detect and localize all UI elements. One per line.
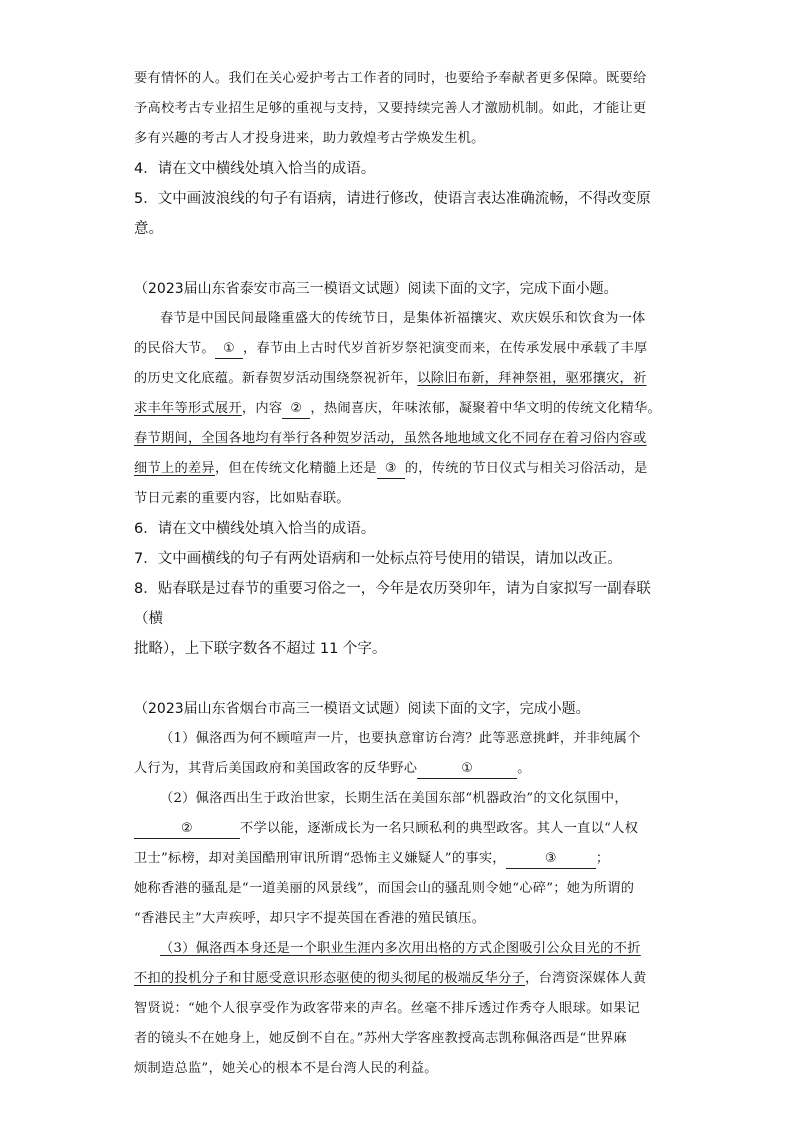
passage-line: 予高校考古专业招生足够的重视与支持，又要持续完善人才激励机制。如此，才能让更 <box>134 101 647 116</box>
question-5: 5．文中画波浪线的句子有语病，请进行修改，使语言表达准确流畅，不得改变原意。 <box>134 191 651 237</box>
question-8: 8．贴春联是过春节的重要习俗之一，今年是农历癸卯年，请为自家拟写一副春联（横 <box>134 581 651 627</box>
underlined-sentence: （3）佩洛西本身还是一个职业生涯内多次用出格的方式企图吸引公众目光的不折 <box>160 941 641 956</box>
underlined-sentence: 以除旧布新，拜神祭祖，驱邪攘灾，祈 <box>417 371 647 386</box>
passage-line: 求丰年等形式展开，内容 ② ，热闹喜庆，年味浓郁，凝聚着中华文明的传统文化精华。 <box>134 394 662 424</box>
passage-line <box>134 424 662 454</box>
passage-line <box>134 934 662 964</box>
blank-2[interactable]: ② <box>134 820 240 839</box>
underlined-sentence: 春节期间，全国各地均有举行各种贺岁活动，虽然各地地域文化不同存在着习俗内容或 <box>134 431 647 446</box>
passage-line: “香港民主”大声疾呼，却只字不提英国在香港的殖民镇压。 <box>134 911 486 926</box>
passage-line: 的民俗大节。 ① ，春节由上古时代岁首祈岁祭祀演变而来，在传承发展中承载了丰厚 <box>134 334 662 364</box>
passage-line: 多有兴趣的考古人才投身进来，助力敦煌考古学焕发生机。 <box>134 131 485 146</box>
passage-line: （1）佩洛西为何不顾喧声一片，也要执意窜访台湾？此等恶意挑衅，并非纯属个 <box>160 731 641 746</box>
question-8-cont: 批略），上下联字数各不超过 11 个字。 <box>134 641 387 657</box>
passage-line: 细节上的差异，但在传统文化精髓上还是 ③ 的，传统的节日仪式与相关习俗活动，是 <box>134 454 662 484</box>
passage-line: 卫士”标榜，却对美国酷刑审讯所谓“恐怖主义嫌疑人”的事实， ③ ； <box>134 844 662 874</box>
blank-1[interactable]: ① <box>215 340 243 359</box>
passage-line: ② 不学以能，逐渐成长为一名只顾私利的典型政客。其人一直以“人权 <box>134 814 662 844</box>
underlined-sentence: 不扣的投机分子和甘愿受意识形态驱使的彻头彻尾的极端反华分子 <box>134 971 526 986</box>
passage-line: 烦制造总监”，她关心的根本不是台湾人民的利益。 <box>134 1061 438 1076</box>
passage-line: （2）佩洛西出生于政治世家，长期生活在美国东部“机器政治”的文化氛围中， <box>160 791 628 806</box>
underlined-sentence: 细节上的差异 <box>134 461 215 476</box>
blank-3[interactable]: ③ <box>377 460 405 479</box>
blank-3[interactable]: ③ <box>506 850 596 869</box>
passage-line: 人行为，其背后美国政府和美国政客的反华野心 ① 。 <box>134 754 662 784</box>
blank-2[interactable]: ② <box>282 400 310 419</box>
passage-line: 节日元素的重要内容，比如贴春联。 <box>134 491 350 506</box>
document-page <box>134 64 662 1084</box>
section-source-yantai: （2023届山东省烟台市高三一模语文试题）阅读下面的文字，完成小题。 <box>134 701 590 717</box>
underlined-sentence: 求丰年等形式展开 <box>134 401 242 416</box>
section-source-taian: （2023届山东省泰安市高三一模语文试题）阅读下面的文字，完成下面小题。 <box>134 281 618 297</box>
passage-line: 她称香港的骚乱是“一道美丽的风景线”，而国会山的骚乱则令她“心碎”；她为所谓的 <box>134 881 635 896</box>
passage-line: 不扣的投机分子和甘愿受意识形态驱使的彻头彻尾的极端反华分子，台湾资深媒体人黄 <box>134 971 647 986</box>
passage-line: 春节是中国民间最隆重盛大的传统节日，是集体祈福攘灾、欢庆娱乐和饮食为一体 <box>160 311 646 326</box>
question-4: 4．请在文中横线处填入恰当的成语。 <box>134 161 376 177</box>
blank-1[interactable]: ① <box>417 760 517 779</box>
passage-line: 智贤说：“她个人很享受作为政客带来的声名。丝毫不排斥透过作秀夺人眼球。如果记 <box>134 1001 641 1016</box>
question-7: 7．文中画横线的句子有两处语病和一处标点符号使用的错误，请加以改正。 <box>134 551 622 567</box>
passage-line: 的历史文化底蕴。新春贺岁活动围绕祭祝祈年，以除旧布新，拜神祭祖，驱邪攘灾，祈 <box>134 371 647 386</box>
passage-line: 要有情怀的人。我们在关心爱护考古工作者的同时，也要给予奉献者更多保障。既要给 <box>134 71 647 86</box>
passage-line: 者的镜头不在她身上，她反倒不自在。”苏州大学客座教授高志凯称佩洛西是“世界麻 <box>134 1031 628 1046</box>
question-6: 6．请在文中横线处填入恰当的成语。 <box>134 521 376 537</box>
